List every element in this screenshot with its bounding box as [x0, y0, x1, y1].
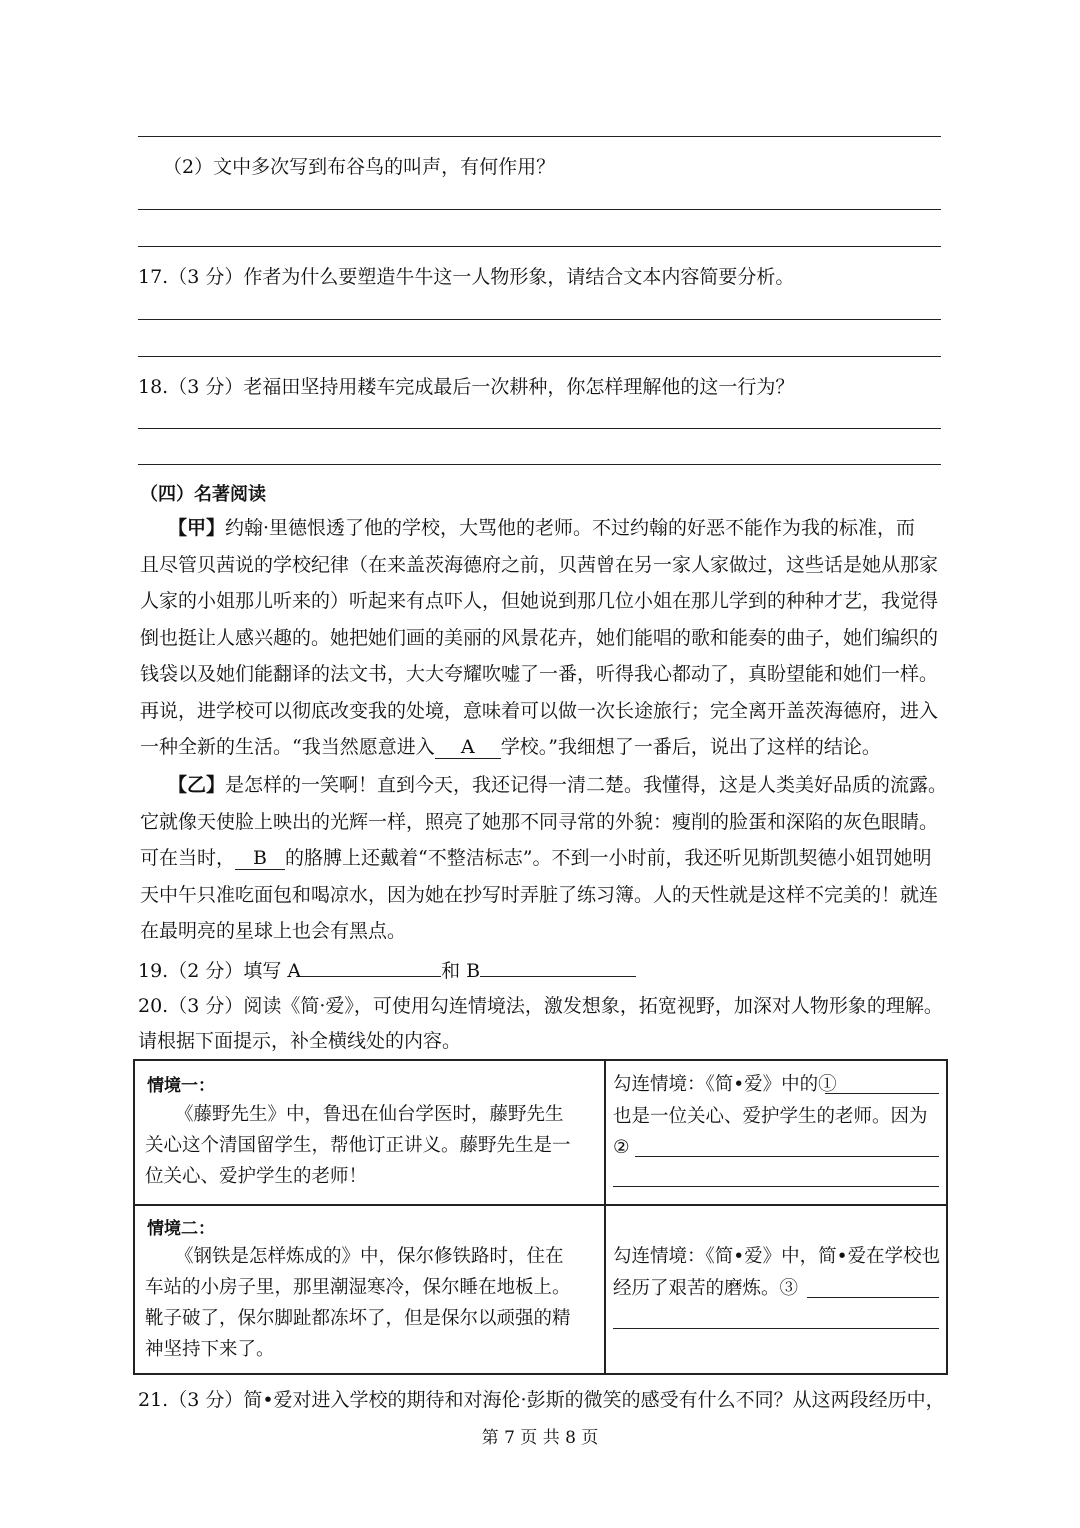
passage-text: 学校。”我细想了一番后，说出了这样的结论。 — [500, 736, 881, 758]
situation-2-text: 车站的小房子里，那里潮湿寒冷，保尔睡在地板上。 — [145, 1277, 571, 1298]
passage-jia — [140, 510, 945, 766]
passage-text: 可在当时， — [140, 847, 236, 869]
situation-2-text: 靴子破了，保尔脚趾都冻坏了，但是保尔以顽强的精 — [145, 1308, 571, 1329]
passage-label: 【乙】 — [168, 774, 226, 796]
answer-line-3[interactable] — [613, 1328, 939, 1329]
passage-text: 约翰·里德恨透了他的学校，大骂他的老师。不过约翰的好恶不能作为我的标准，而 — [225, 517, 916, 539]
link-situation-2-text: 经历了艰苦的磨炼。③ — [613, 1278, 799, 1299]
link-situation-1-text: 也是一位关心、爱护学生的老师。因为 — [613, 1106, 928, 1127]
answer-line[interactable] — [138, 136, 941, 137]
situation-table — [133, 1059, 948, 1375]
answer-line[interactable] — [138, 464, 941, 465]
situation-1-text: 位关心、爱护学生的老师！ — [145, 1166, 368, 1187]
situation-2-title: 情境二： — [147, 1219, 215, 1239]
answer-line-3[interactable] — [807, 1297, 939, 1298]
passage-text: 人家的小姐那儿听来的）听起来有点吓人，但她说到那几位小姐在那儿学到的种种才艺，我觉得 — [140, 590, 939, 612]
link-situation-2-text: 勾连情境：《简•爱》中，简•爱在学校也 — [613, 1246, 941, 1267]
answer-line[interactable] — [138, 428, 941, 429]
answer-line[interactable] — [138, 246, 941, 247]
question-17: 17.（3 分）作者为什么要塑造牛牛这一人物形象，请结合文本内容简要分析。 — [138, 266, 795, 288]
passage-text: 倒也挺让人感兴趣的。她把她们画的美丽的风景花卉，她们能唱的歌和能奏的曲子，她们编织的 — [140, 626, 939, 649]
table-divider — [604, 1061, 606, 1373]
passage-text: 且尽管贝茜说的学校纪律（在来盖茨海德府之前，贝茜曾在另一家人家做过，这些话是她从那家 — [140, 553, 939, 576]
answer-line-1[interactable] — [825, 1093, 939, 1094]
link-situation-1-text: ② — [613, 1137, 630, 1158]
question-18: 18.（3 分）老福田坚持用耧车完成最后一次耕种，你怎样理解他的这一行为？ — [138, 376, 795, 398]
blank-a: A — [435, 736, 501, 759]
question-19-prefix: 19.（2 分）填写 A — [138, 960, 302, 982]
passage-text: 再说，进学校可以彻底改变我的处境，意味着可以做一次长途旅行；完全离开盖茨海德府，进入 — [140, 699, 939, 722]
answer-line[interactable] — [138, 319, 941, 320]
answer-line-2[interactable] — [635, 1156, 939, 1157]
question-19 — [138, 956, 636, 984]
passage-text: 在最明亮的星球上也会有黑点。 — [140, 920, 407, 942]
question-20-line2: 请根据下面提示，补全横线处的内容。 — [138, 1030, 462, 1052]
answer-blank-b[interactable] — [480, 956, 636, 977]
situation-2-text: 神坚持下来了。 — [145, 1339, 275, 1360]
passage-text: 它就像天使脸上映出的光辉一样，照亮了她那不同寻常的外貌：瘦削的脸蛋和深陷的灰色眼睛。 — [140, 810, 939, 833]
passage-label: 【甲】 — [168, 517, 226, 539]
blank-b: B — [235, 847, 285, 870]
table-divider — [135, 1204, 946, 1206]
situation-2-text: 《钢铁是怎样炼成的》中，保尔修铁路时，住在 — [175, 1246, 564, 1267]
passage-text: 一种全新的生活。“我当然愿意进入 — [140, 736, 435, 758]
page-number: 第 7 页 共 8 页 — [481, 1428, 599, 1448]
question-16-2: （2）文中多次写到布谷鸟的叫声，有何作用？ — [163, 156, 556, 178]
passage-text: 是怎样的一笑啊！直到今天，我还记得一清二楚。我懂得，这是人类美好品质的流露。 — [225, 774, 948, 796]
answer-line-2[interactable] — [613, 1186, 939, 1187]
question-19-middle: 和 B — [441, 960, 481, 982]
situation-1-title: 情境一： — [147, 1076, 215, 1096]
link-situation-1-text: 勾连情境：《简•爱》中的① — [613, 1074, 837, 1095]
situation-1-text: 《藤野先生》中，鲁迅在仙台学医时，藤野先生 — [175, 1104, 564, 1125]
passage-text: 的胳膊上还戴着“不整洁标志”。不到一小时前，我还听见斯凯契德小姐罚她明 — [285, 847, 932, 869]
answer-blank-a[interactable] — [301, 956, 441, 977]
situation-1-text: 关心这个清国留学生，帮他订正讲义。藤野先生是一 — [145, 1135, 571, 1156]
answer-line[interactable] — [138, 209, 941, 210]
question-21: 21.（3 分）简•爱对进入学校的期待和对海伦·彭斯的微笑的感受有什么不同？从这两段经历中， — [138, 1389, 945, 1411]
passage-text: 钱袋以及她们能翻译的法文书，大大夸耀吹嘘了一番，听得我心都动了，真盼望能和她们一样。 — [140, 663, 939, 685]
passage-text: 天中午只准吃面包和喝凉水，因为她在抄写时弄脏了练习簿。人的天性就是这样不完美的！就连 — [140, 883, 939, 906]
passage-yi — [140, 767, 948, 950]
answer-line[interactable] — [138, 356, 941, 357]
question-20-line1: 20.（3 分）阅读《简·爱》，可使用勾连情境法，激发想象，拓宽视野，加深对人物形象的理解。 — [138, 995, 943, 1017]
section-title: （四）名著阅读 — [140, 484, 266, 505]
